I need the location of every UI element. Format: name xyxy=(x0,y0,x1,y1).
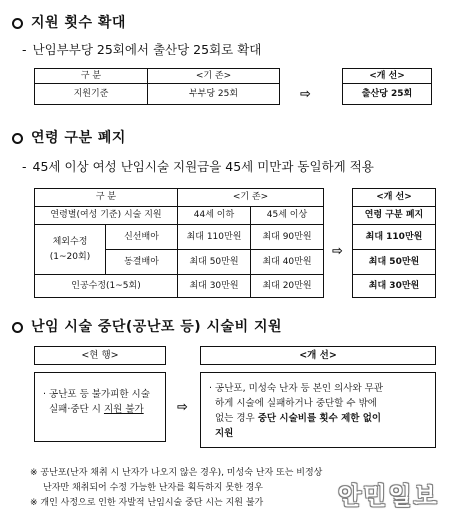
new-value: 최대 30만원 xyxy=(353,275,436,298)
section1-old-table xyxy=(34,68,280,105)
circle-bullet-icon xyxy=(12,133,23,144)
current-box xyxy=(34,372,166,442)
row-type: 동결배아 xyxy=(106,250,178,275)
row-label: 지원기준 xyxy=(35,84,148,105)
row-group-ivf: 체외수정 (1~20회) xyxy=(35,225,106,275)
row-over45: 최대 90만원 xyxy=(251,225,324,250)
row-under44: 최대 110만원 xyxy=(178,225,251,250)
row-old-value: 부부당 25회 xyxy=(148,84,280,105)
note-2: ※ 개인 사정으로 인한 자발적 난임시술 중단 시는 지원 불가 xyxy=(30,498,264,508)
row-insemination: 인공수정(1~5회) xyxy=(35,275,178,298)
section1-subtitle: - 난임부부당 25회에서 출산당 25회로 확대 xyxy=(22,42,262,57)
section2-subtitle-text: 45세 이상 여성 난임시술 지원금을 45세 미만과 동일하게 적용 xyxy=(32,159,374,174)
row-over45: 최대 20만원 xyxy=(251,275,324,298)
new-text-line1: · 공난포, 미성숙 난자 등 본인 의사와 무관 xyxy=(209,383,384,394)
header-gubun: 구 분 xyxy=(35,189,178,207)
new-text-line3: 없는 경우 중단 시술비를 횟수 제한 없이 xyxy=(215,413,382,424)
section3-heading xyxy=(12,316,282,336)
section1-title: 지원 횟수 확대 xyxy=(31,15,126,31)
section1-subtitle-text: 난임부부당 25회에서 출산당 25회로 확대 xyxy=(32,42,262,57)
section2-title: 연령 구분 폐지 xyxy=(31,130,126,146)
header-gubun: 구 분 xyxy=(35,69,148,84)
row-type: 신선배아 xyxy=(106,225,178,250)
header-age-col: 연령별(여성 기준) 시술 지원 xyxy=(35,207,178,225)
current-header: <현 행> xyxy=(34,346,166,365)
current-text-line2: 실패·중단 시 지원 불가 xyxy=(49,404,144,415)
circle-bullet-icon xyxy=(12,18,23,29)
row-under44: 최대 50만원 xyxy=(178,250,251,275)
watermark-logo: 안민일보 xyxy=(338,482,439,510)
new-box xyxy=(200,372,436,448)
row-under44: 최대 30만원 xyxy=(178,275,251,298)
header-old: <기 존> xyxy=(148,69,280,84)
header-over45: 45세 이상 xyxy=(251,207,324,225)
new-header: <개 선> xyxy=(200,346,436,365)
section2-old-table xyxy=(34,188,324,298)
right-arrow-icon: ⇨ xyxy=(177,400,188,415)
note-1-cont: 난자만 채취되어 수정 가능한 난자를 획득하지 못한 경우 xyxy=(43,483,263,493)
note-1: ※ 공난포(난자 채취 시 난자가 나오지 않은 경우), 미성숙 난자 또는 비정상 xyxy=(30,468,323,478)
current-text-line1: · 공난포 등 불가피한 시술 xyxy=(43,389,150,400)
section3-title: 난임 시술 중단(공난포 등) 시술비 지원 xyxy=(31,319,283,335)
section1-heading xyxy=(12,12,126,32)
header-under44: 44세 이하 xyxy=(178,207,251,225)
new-header: <개 선> xyxy=(353,189,436,207)
new-value: 최대 110만원 xyxy=(353,225,436,250)
row-over45: 최대 40만원 xyxy=(251,250,324,275)
circle-bullet-icon xyxy=(12,322,23,333)
new-text-line4: 지원 xyxy=(215,428,234,439)
section2-new-table xyxy=(352,188,436,298)
new-header: <개 선> xyxy=(343,69,432,84)
new-value: 최대 50만원 xyxy=(353,250,436,275)
section2-heading xyxy=(12,127,126,147)
new-col: 연령 구분 폐지 xyxy=(353,207,436,225)
new-text-line2: 하게 시술에 실패하거나 중단할 수 밖에 xyxy=(215,398,377,409)
section2-subtitle: - 45세 이상 여성 난임시술 지원금을 45세 미만과 동일하게 적용 xyxy=(22,159,374,174)
current-text-underline: 지원 불가 xyxy=(103,404,144,415)
header-old: <기 존> xyxy=(178,189,324,207)
section1-new-table xyxy=(342,68,432,105)
right-arrow-icon: ⇨ xyxy=(332,244,343,259)
right-arrow-icon: ⇨ xyxy=(300,87,311,102)
new-value: 출산당 25회 xyxy=(343,84,432,105)
